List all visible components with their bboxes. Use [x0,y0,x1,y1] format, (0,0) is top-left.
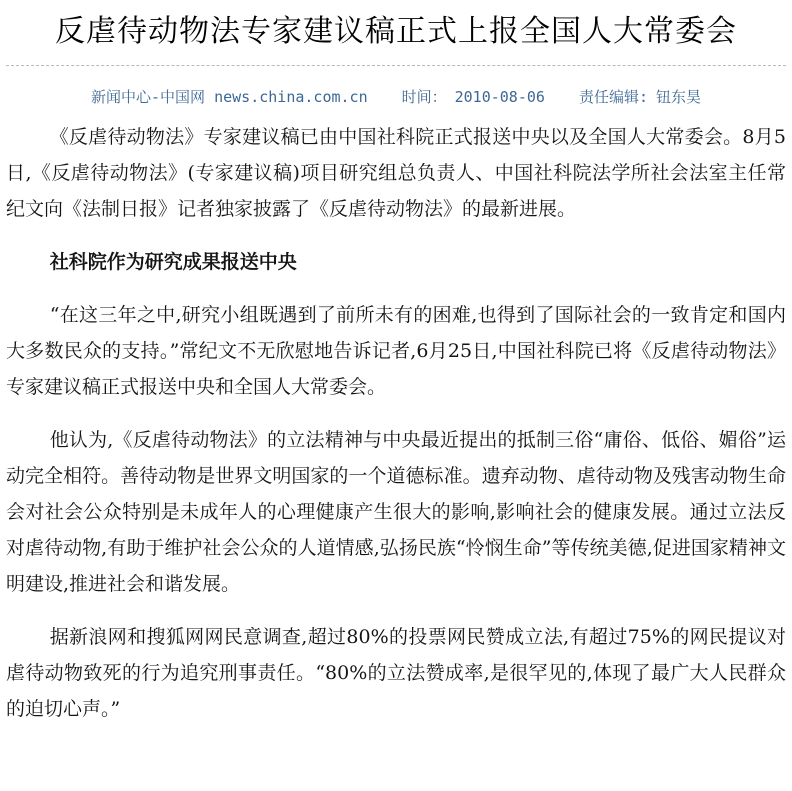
article-paragraph: 《反虐待动物法》专家建议稿已由中国社科院正式报送中央以及全国人大常委会。8月5日,《反虐待动物法》(专家建议稿)项目研究组总负责人、中国社科院法学所社会法室主任常纪文向《法制日报》记者独家披露了《反虐待动物法》的最新进展。 [6,126,786,220]
article-paragraph: 他认为,《反虐待动物法》的立法精神与中央最近提出的抵制三俗“庸俗、低俗、媚俗”运动完全相符。善待动物是世界文明国家的一个道德标准。遗弃动物、虐待动物及残害动物生命会对社会公众特别是未成年人的心理健康产生很大的影响,影响社会的健康发展。通过立法反对虐待动物,有助于维护社会公众的人道情感,弘扬民族“怜悯生命”等传统美德,促进国家精神文明建设,推进社会和谐发展。 [6,429,786,595]
publish-date: 2010-08-06 [454,88,545,106]
time-label: 时间： [401,88,447,106]
article-body [6,119,786,727]
editor-name: 钮东昊 [655,88,701,106]
editor-label: 责任编辑: [578,88,648,106]
title-divider [6,65,786,66]
source-link[interactable]: 新闻中心-中国网 news.china.com.cn [91,88,368,106]
article-meta [6,85,786,109]
article-paragraph: 据新浪网和搜狐网网民意调查,超过80%的投票网民赞成立法,有超过75%的网民提议对虐待动物致死的行为追究刑事责任。“80%的立法赞成率,是很罕见的,体现了最广大人民群众的迫切心声。” [6,626,786,720]
section-subheading: 社科院作为研究成果报送中央 [49,251,297,273]
article-paragraph: “在这三年之中,研究小组既遇到了前所未有的困难,也得到了国际社会的一致肯定和国内大多数民众的支持。”常纪文不无欣慰地告诉记者,6月25日,中国社科院已将《反虐待动物法》专家建议稿正式报送中央和全国人大常委会。 [6,304,786,398]
article-title: 反虐待动物法专家建议稿正式上报全国人大常委会 [55,14,737,49]
